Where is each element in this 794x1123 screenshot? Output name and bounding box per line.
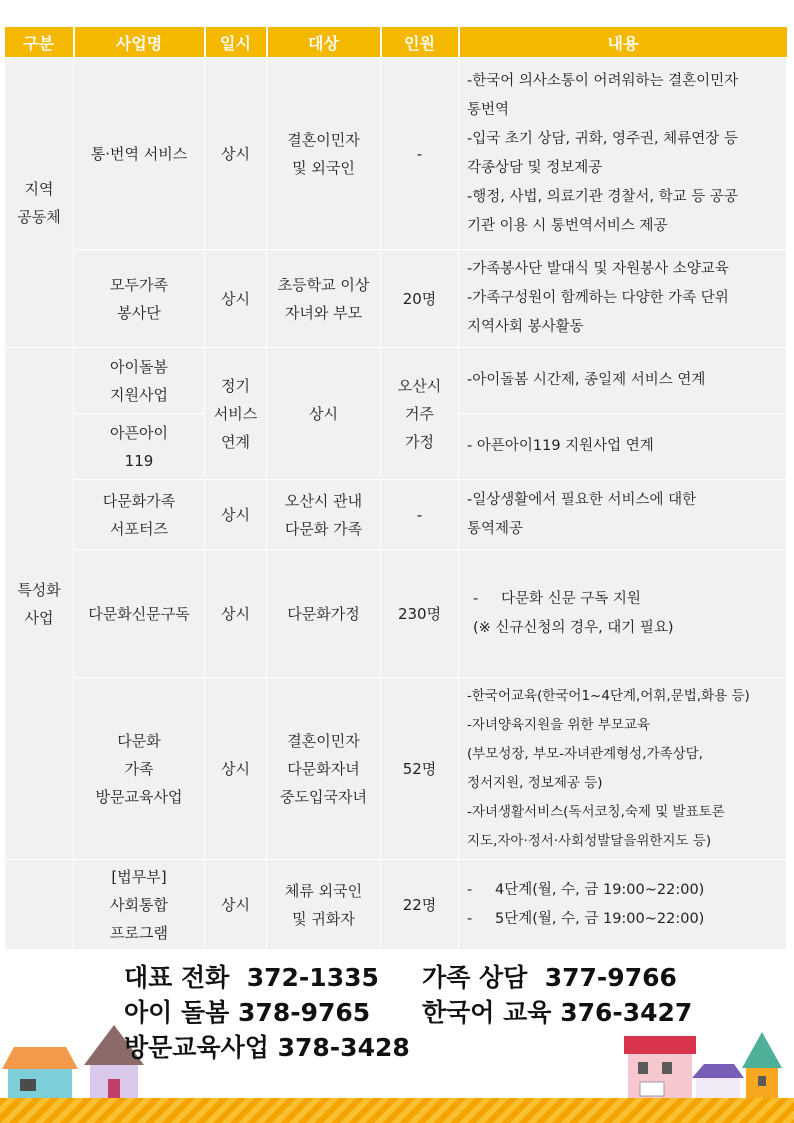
cell-target — [267, 250, 381, 348]
house-roof — [2, 1047, 78, 1069]
header-program-name: 사업명 — [74, 27, 205, 58]
cell-text: 다문화신문구독 — [88, 604, 190, 623]
cell-text: 52명 — [402, 759, 437, 778]
cell-target — [267, 348, 381, 480]
cell-time — [205, 860, 267, 950]
contact-child — [124, 995, 422, 1030]
house-window — [640, 1082, 664, 1096]
content-text: 5단계(월, 수, 금 19:00~22:00) — [495, 910, 705, 927]
table-row — [5, 250, 787, 348]
contact-number: 378-9765 — [238, 998, 371, 1027]
table-row — [5, 678, 787, 860]
cell-text: 사회통합 — [110, 895, 168, 914]
cell-text: - — [416, 144, 423, 163]
cell-text: 22명 — [402, 895, 437, 914]
content-line: -아이돌봄 시간제, 종일제 서비스 연계 — [467, 372, 706, 388]
house-window — [758, 1076, 766, 1086]
header-count: 인원 — [381, 27, 459, 58]
cell-time — [205, 678, 267, 860]
contact-number: 376-3427 — [560, 998, 693, 1027]
content-line: 통번역 — [467, 101, 510, 118]
content-line: 통역제공 — [467, 520, 524, 537]
cell-content — [459, 414, 787, 480]
content-line: (※ 신규신청의 경우, 대기 필요) — [473, 619, 674, 636]
content-line — [467, 876, 782, 905]
contact-row — [124, 995, 692, 1030]
contact-family — [422, 960, 677, 995]
content-line: -한국어 의사소통이 어려워하는 결혼이민자 — [467, 72, 739, 89]
contact-row — [124, 960, 692, 995]
cell-text: - — [416, 505, 423, 524]
content-text: 다문화 신문 구독 지원 — [501, 590, 641, 607]
cell-text: 아이돌봄 — [110, 357, 168, 376]
contact-label: 가족 상담 — [422, 963, 528, 992]
cell-text: 서비스 — [213, 404, 258, 423]
header-target: 대상 — [267, 27, 381, 58]
cell-text: 가정 — [405, 432, 434, 451]
content-text: 4단계(월, 수, 금 19:00~22:00) — [495, 881, 705, 898]
cell-text: 통·번역 서비스 — [90, 144, 188, 163]
cell-name — [74, 58, 205, 250]
cell-text: 다문화 가족 — [284, 519, 363, 538]
cell-text: 상시 — [221, 505, 250, 524]
section-special — [5, 348, 74, 860]
content-line: 정서지원, 정보제공 등) — [467, 774, 603, 791]
cell-text: 119 — [124, 451, 154, 470]
cell-text: 중도입국자녀 — [280, 787, 367, 806]
cell-count — [381, 58, 459, 250]
cell-content — [459, 860, 787, 950]
cell-text: 상시 — [221, 289, 250, 308]
header-category: 구분 — [5, 27, 74, 58]
contact-korean — [422, 995, 692, 1030]
cell-count — [381, 678, 459, 860]
cell-text: 다문화 — [117, 731, 161, 750]
house-window — [20, 1079, 36, 1091]
cell-text: 체류 외국인 — [284, 881, 363, 900]
cell-text: 20명 — [402, 289, 437, 308]
content-line: 지도,자아·정서·사회성발달을위한지도 등) — [467, 832, 712, 849]
cell-content — [459, 480, 787, 550]
contact-label: 한국어 교육 — [422, 998, 552, 1027]
bottom-stripe-bar — [0, 1098, 794, 1123]
cell-count — [381, 480, 459, 550]
cell-text: 모두가족 — [110, 275, 168, 294]
content-line: (부모성장, 부모-자녀관계형성,가족상담, — [467, 745, 703, 762]
cell-name — [74, 348, 205, 414]
cell-time — [205, 550, 267, 678]
content-line: -행정, 사법, 의료기관 경찰서, 학교 등 공공 — [467, 188, 738, 205]
content-line: 지역사회 봉사활동 — [467, 319, 584, 335]
house-roof — [742, 1032, 782, 1068]
section-label: 특성화 사업 — [17, 580, 61, 627]
cell-target — [267, 550, 381, 678]
cell-time — [205, 58, 267, 250]
cell-text: 다문화가족 — [102, 491, 176, 510]
cell-content — [459, 550, 787, 678]
cell-text: [법무부] — [111, 867, 167, 886]
cell-text: 상시 — [221, 759, 250, 778]
cell-text: 오산시 관내 — [284, 491, 363, 510]
content-line: -가족구성원이 함께하는 다양한 가족 단위 — [467, 290, 729, 306]
cell-name — [74, 414, 205, 480]
content-line — [467, 905, 782, 934]
cell-name — [74, 550, 205, 678]
cell-name — [74, 480, 205, 550]
table-row — [5, 480, 787, 550]
cell-text: 상시 — [221, 895, 250, 914]
cell-name — [74, 860, 205, 950]
cell-time — [205, 480, 267, 550]
cell-count — [381, 550, 459, 678]
header-content: 내용 — [459, 27, 787, 58]
cell-text: 오산시 — [397, 376, 442, 395]
cell-text: 방문교육사업 — [95, 787, 183, 806]
contact-label: 대표 전화 — [124, 963, 230, 992]
cell-name — [74, 678, 205, 860]
cell-text: 정기 — [221, 376, 250, 395]
cell-target — [267, 860, 381, 950]
cell-text: 자녀와 부모 — [284, 303, 363, 322]
contact-number: 372-1335 — [246, 963, 379, 992]
table-row — [5, 348, 787, 414]
content-line: - 아픈아이119 지원사업 연계 — [467, 438, 654, 454]
cell-text: 봉사단 — [117, 303, 161, 322]
cell-text: 및 귀화자 — [292, 909, 355, 928]
contact-number: 377-9766 — [544, 963, 677, 992]
cell-text: 거주 — [405, 404, 434, 423]
cell-text: 상시 — [221, 144, 250, 163]
cell-count — [381, 250, 459, 348]
content-line — [467, 585, 782, 614]
table-row — [5, 58, 787, 250]
cell-text: 연계 — [221, 432, 250, 451]
cell-content — [459, 678, 787, 860]
content-line: -자녀생활서비스(독서코칭,숙제 및 발표토론 — [467, 803, 725, 820]
section-community — [5, 58, 74, 348]
cell-text: 상시 — [221, 604, 250, 623]
cell-text: 아픈아이 — [110, 423, 168, 442]
cell-count — [381, 348, 459, 480]
cell-text: 결혼이민자 — [287, 130, 360, 149]
table-row — [5, 550, 787, 678]
program-table — [4, 27, 787, 950]
section-empty — [5, 860, 74, 950]
contact-number: 378-3428 — [277, 1033, 410, 1062]
cell-text: 결혼이민자 — [287, 731, 360, 750]
cell-text: 프로그램 — [110, 923, 168, 942]
cell-target — [267, 58, 381, 250]
cell-text: 지원사업 — [110, 385, 168, 404]
contact-row — [124, 1030, 692, 1065]
table-row — [5, 860, 787, 950]
list-dash: - — [473, 590, 479, 607]
content-line: -자녀양육지원을 위한 부모교육 — [467, 716, 650, 733]
cell-text: 다문화가정 — [287, 604, 360, 623]
contact-block — [124, 960, 692, 1065]
contact-visit — [124, 1030, 410, 1065]
cell-text: 서포터즈 — [110, 519, 168, 538]
cell-text: 230명 — [397, 604, 442, 623]
cell-count — [381, 860, 459, 950]
cell-time — [205, 250, 267, 348]
section-label: 지역 공동체 — [17, 179, 61, 226]
content-line: -입국 초기 상담, 귀화, 영주권, 체류연장 등 — [467, 130, 738, 147]
cell-target — [267, 480, 381, 550]
cell-text: 가족 — [124, 759, 154, 778]
content-line: -한국어교육(한국어1~4단계,어휘,문법,화용 등) — [467, 687, 750, 704]
content-line: 기관 이용 시 통번역서비스 제공 — [467, 217, 668, 234]
list-dash: - — [467, 910, 473, 927]
content-line: -가족봉사단 발대식 및 자원봉사 소양교육 — [467, 261, 729, 277]
cell-content — [459, 348, 787, 414]
cell-name — [74, 250, 205, 348]
list-dash: - — [467, 881, 473, 898]
cell-text: 다문화자녀 — [287, 759, 360, 778]
header-schedule: 일시 — [205, 27, 267, 58]
cell-time — [205, 348, 267, 480]
cell-content — [459, 58, 787, 250]
cell-text: 상시 — [309, 404, 338, 423]
cell-text: 초등학교 이상 — [277, 275, 370, 294]
contact-label: 방문교육사업 — [124, 1033, 269, 1062]
contact-label: 아이 돌봄 — [124, 998, 230, 1027]
house-roof — [692, 1064, 744, 1078]
content-line: 각종상담 및 정보제공 — [467, 159, 603, 176]
contact-main — [124, 960, 422, 995]
cell-text: 및 외국인 — [292, 158, 355, 177]
cell-target — [267, 678, 381, 860]
table-header-row — [5, 27, 787, 58]
content-line: -일상생활에서 필요한 서비스에 대한 — [467, 491, 697, 508]
cell-content — [459, 250, 787, 348]
